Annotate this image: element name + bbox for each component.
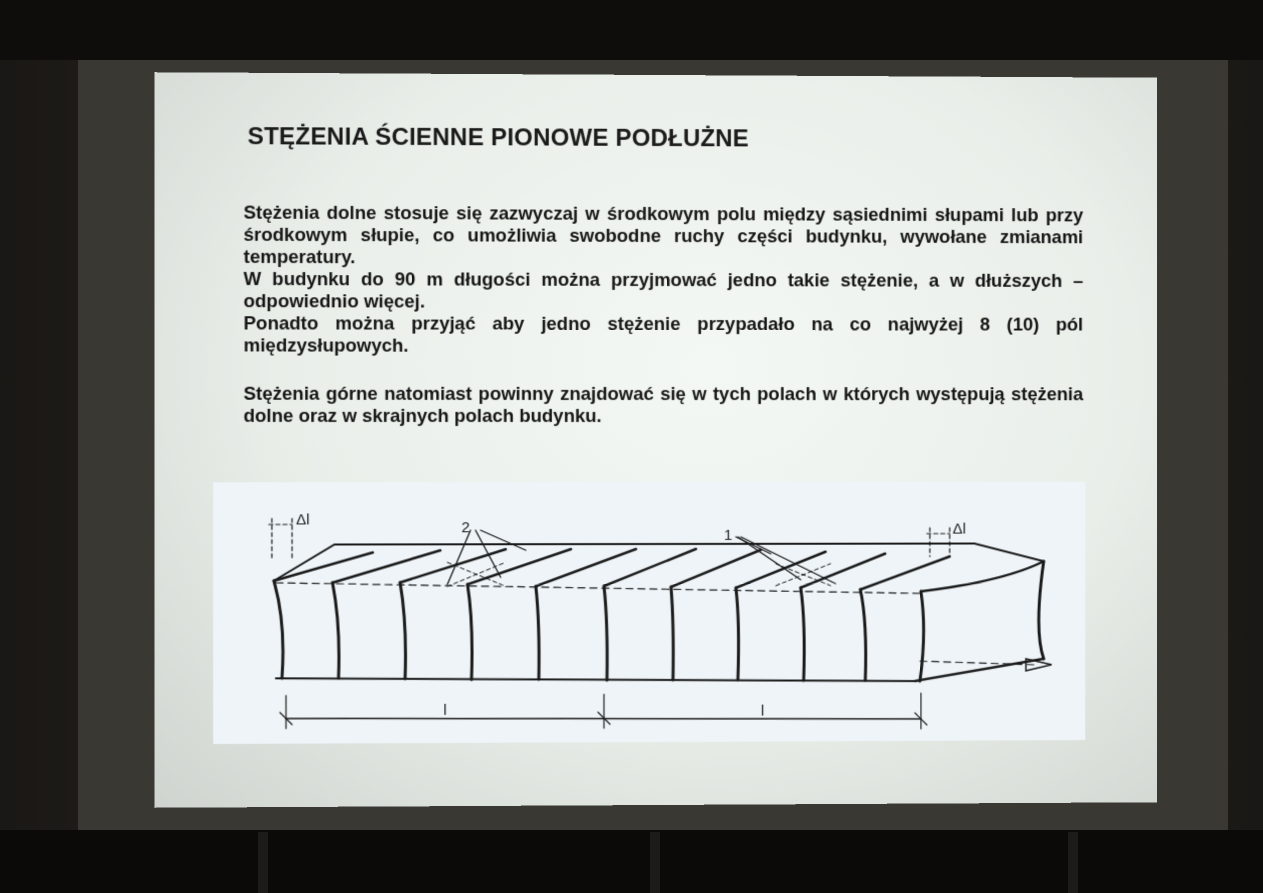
- slide-body: [244, 202, 1084, 428]
- screen-stand-leg: [258, 832, 268, 893]
- base-line: [276, 676, 915, 683]
- paragraph-1: Stężenia dolne stosuje się zazwyczaj w środkowym polu między sąsiednimi słupami lub przy środkowym słupie, co umożliwia swobodne ruchy części budynku, wywołane zmianami temperatury.: [243, 201, 1084, 268]
- frame-11: [920, 591, 924, 681]
- paragraph-2: W budynku do 90 m długości można przyjmować jedno takie stężenie, a w dłuższych – odpowiednio więcej.: [243, 267, 1084, 312]
- frame-1: [274, 581, 283, 679]
- paragraph-3: Ponadto można przyjąć aby jedno stężenie przypadało na co najwyżej 8 (10) pól międzysłupowych.: [243, 312, 1084, 356]
- frame-2: [332, 583, 338, 678]
- end-wall-curve: [1039, 561, 1044, 658]
- bracing-diagram: [213, 482, 1085, 744]
- rafters: [274, 548, 1044, 593]
- callout-1-label: 1: [723, 526, 733, 544]
- screen-stand-leg: [1068, 832, 1078, 893]
- delta-right-dim: [927, 528, 950, 557]
- frame-5: [536, 586, 539, 679]
- slide-title: STĘŻENIA ŚCIENNE PIONOWE PODŁUŻNE: [247, 123, 749, 153]
- delta-left-dim: [269, 518, 292, 557]
- screen-stand-leg: [650, 832, 660, 893]
- frame-4: [467, 584, 472, 679]
- frame-6: [604, 586, 607, 680]
- bracing-2-a: [447, 530, 470, 584]
- span-l-left-label: l: [443, 701, 447, 719]
- frame-7: [671, 587, 673, 680]
- callout-2-label: 2: [461, 519, 470, 537]
- projected-slide: [154, 72, 1157, 808]
- frame-10: [860, 590, 865, 681]
- paragraph-4: Stężenia górne natomiast powinny znajdować się w tych polach w których występują stężenia dolne oraz w skrajnych polach budynku.: [243, 382, 1084, 426]
- bracing-diagram-svg: [213, 482, 1085, 744]
- span-l-right-label: l: [760, 702, 765, 720]
- delta-left-label: Δl: [296, 511, 310, 529]
- frame-8: [736, 588, 739, 680]
- frames: [274, 579, 924, 683]
- roof-top-line: [274, 543, 1044, 580]
- delta-right-label: Δl: [952, 520, 966, 538]
- bracing-2-c: [481, 530, 526, 550]
- frame-3: [400, 583, 405, 679]
- frame-9: [801, 588, 805, 681]
